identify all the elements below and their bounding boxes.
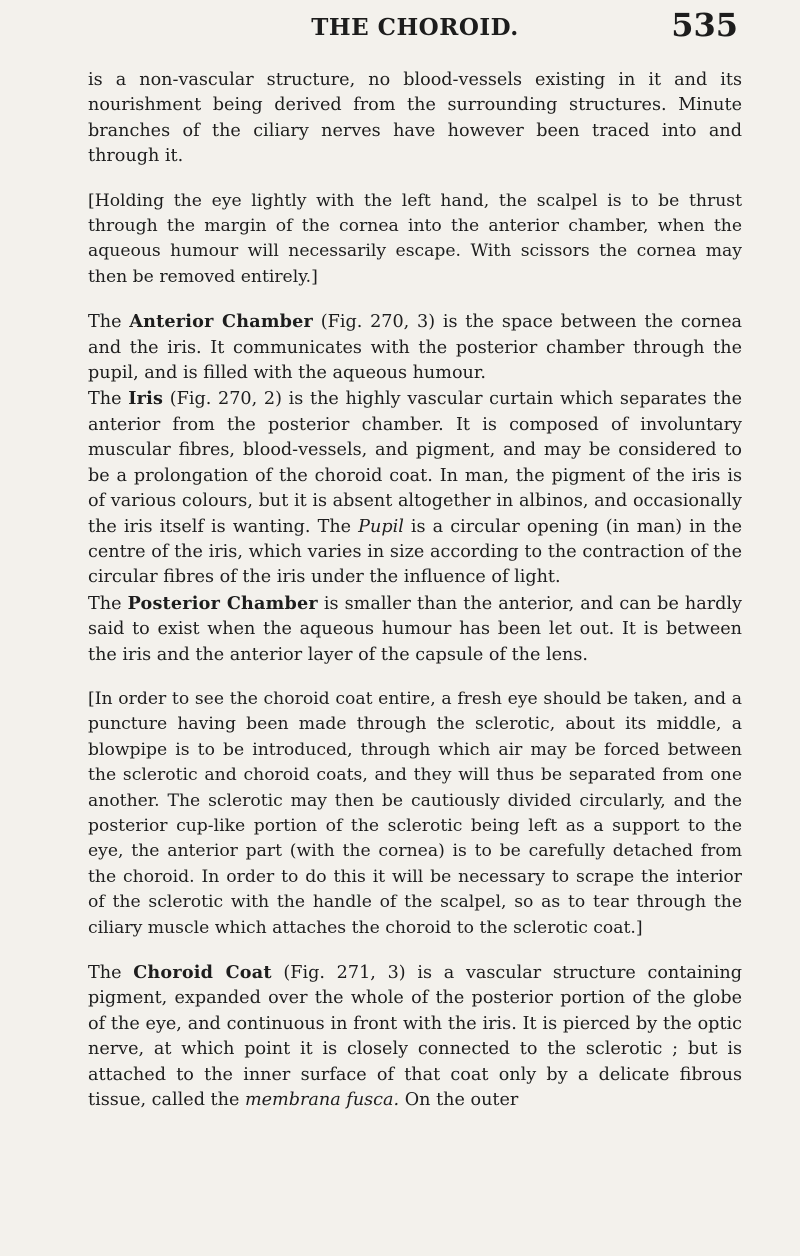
- bold-term: Anterior Chamber: [129, 311, 314, 333]
- text-run: is a circular opening (in man) in the centre of the iris, which varies in size according to the contraction of the circular fibres of the iris under the influence of light.: [88, 516, 742, 588]
- paragraph-3-anterior-chamber: [88, 309, 742, 386]
- italic-term: Pupil: [358, 516, 404, 537]
- text-run: is smaller than the anterior, and can be hardly said to exist when the aqueous humour has been let out. It is between the iris and the anterior layer of the capsule of the lens.: [88, 593, 742, 665]
- bold-term: Iris: [128, 388, 164, 410]
- page-number: 535: [671, 6, 738, 44]
- page-header: [88, 0, 742, 68]
- paragraph-4-iris: [88, 386, 742, 590]
- paragraph-1: [88, 68, 742, 170]
- paragraph-2-dissection-note: [88, 189, 742, 291]
- text-run: (Fig. 270, 3) is the space between the cornea and the iris. It communicates with the posterior chamber through the pupil, and is filled with the aqueous humour.: [88, 312, 742, 384]
- running-head: THE CHOROID.: [311, 14, 519, 41]
- text-run: On the outer: [399, 1090, 519, 1111]
- text-run: (Fig. 270, 2) is the highly vascular curtain which separates the anterior from the posterior chamber. It is composed of involuntary muscular fibres, blood-vessels, and pigment, and may be considered to be a prolongation of the choroid coat. In man, the pigment of the iris is of various colours, but it is absent altogether in albinos, and occasionally the iris itself is wanting. The: [88, 389, 742, 537]
- bold-term: Choroid Coat: [133, 962, 272, 983]
- paragraph-5-posterior-chamber: [88, 591, 742, 668]
- text-run: [Holding the eye lightly with the left hand, the scalpel is to be thrust through the margin of the cornea into the anterior chamber, when the aqueous humour will necessarily escape. With scissors the cornea may then be removed entirely.]: [88, 190, 742, 287]
- text-run: The: [88, 593, 128, 614]
- paragraph-6-dissection-note: [88, 687, 742, 941]
- text-run: is a non-vascular structure, no blood-vessels existing in it and its nourishment being derived from the surrounding structures. Minute branches of the ciliary nerves have however been traced into and through it.: [88, 70, 742, 167]
- text-run: The: [88, 389, 129, 410]
- text-run: The: [88, 963, 134, 983]
- text-run: (Fig. 271, 3) is a vascular structure containing pigment, expanded over the whole of the posterior portion of the globe of the eye, and continuous in front with the iris. It is pierced by the optic nerve, at which point it is closely connected to the sclerotic ; but is attached to the inner surface of that coat only by a delicate fibrous tissue, called the: [88, 963, 743, 1111]
- italic-term: membrana fusca.: [244, 1090, 400, 1111]
- bold-term: Posterior Chamber: [127, 592, 318, 614]
- paragraph-7-choroid-coat: [88, 960, 742, 1113]
- text-run: The: [88, 312, 130, 333]
- text-run: [In order to see the choroid coat entire, a fresh eye should be taken, and a puncture having been made through the sclerotic, about its middle, a blowpipe is to be introduced, through which air may be forced between the sclerotic and choroid coats, and they will thus be separated from one another. The sclerotic may then be cautiously divided circularly, and the posterior cup-like portion of the sclerotic being left as a support to the eye, the anterior part (with the cornea) is to be carefully detached from the choroid. In order to do this it will be necessary to scrape the interior of the sclerotic with the handle of the scalpel, so as to tear through the ciliary muscle which attaches the choroid to the sclerotic coat.]: [88, 688, 742, 938]
